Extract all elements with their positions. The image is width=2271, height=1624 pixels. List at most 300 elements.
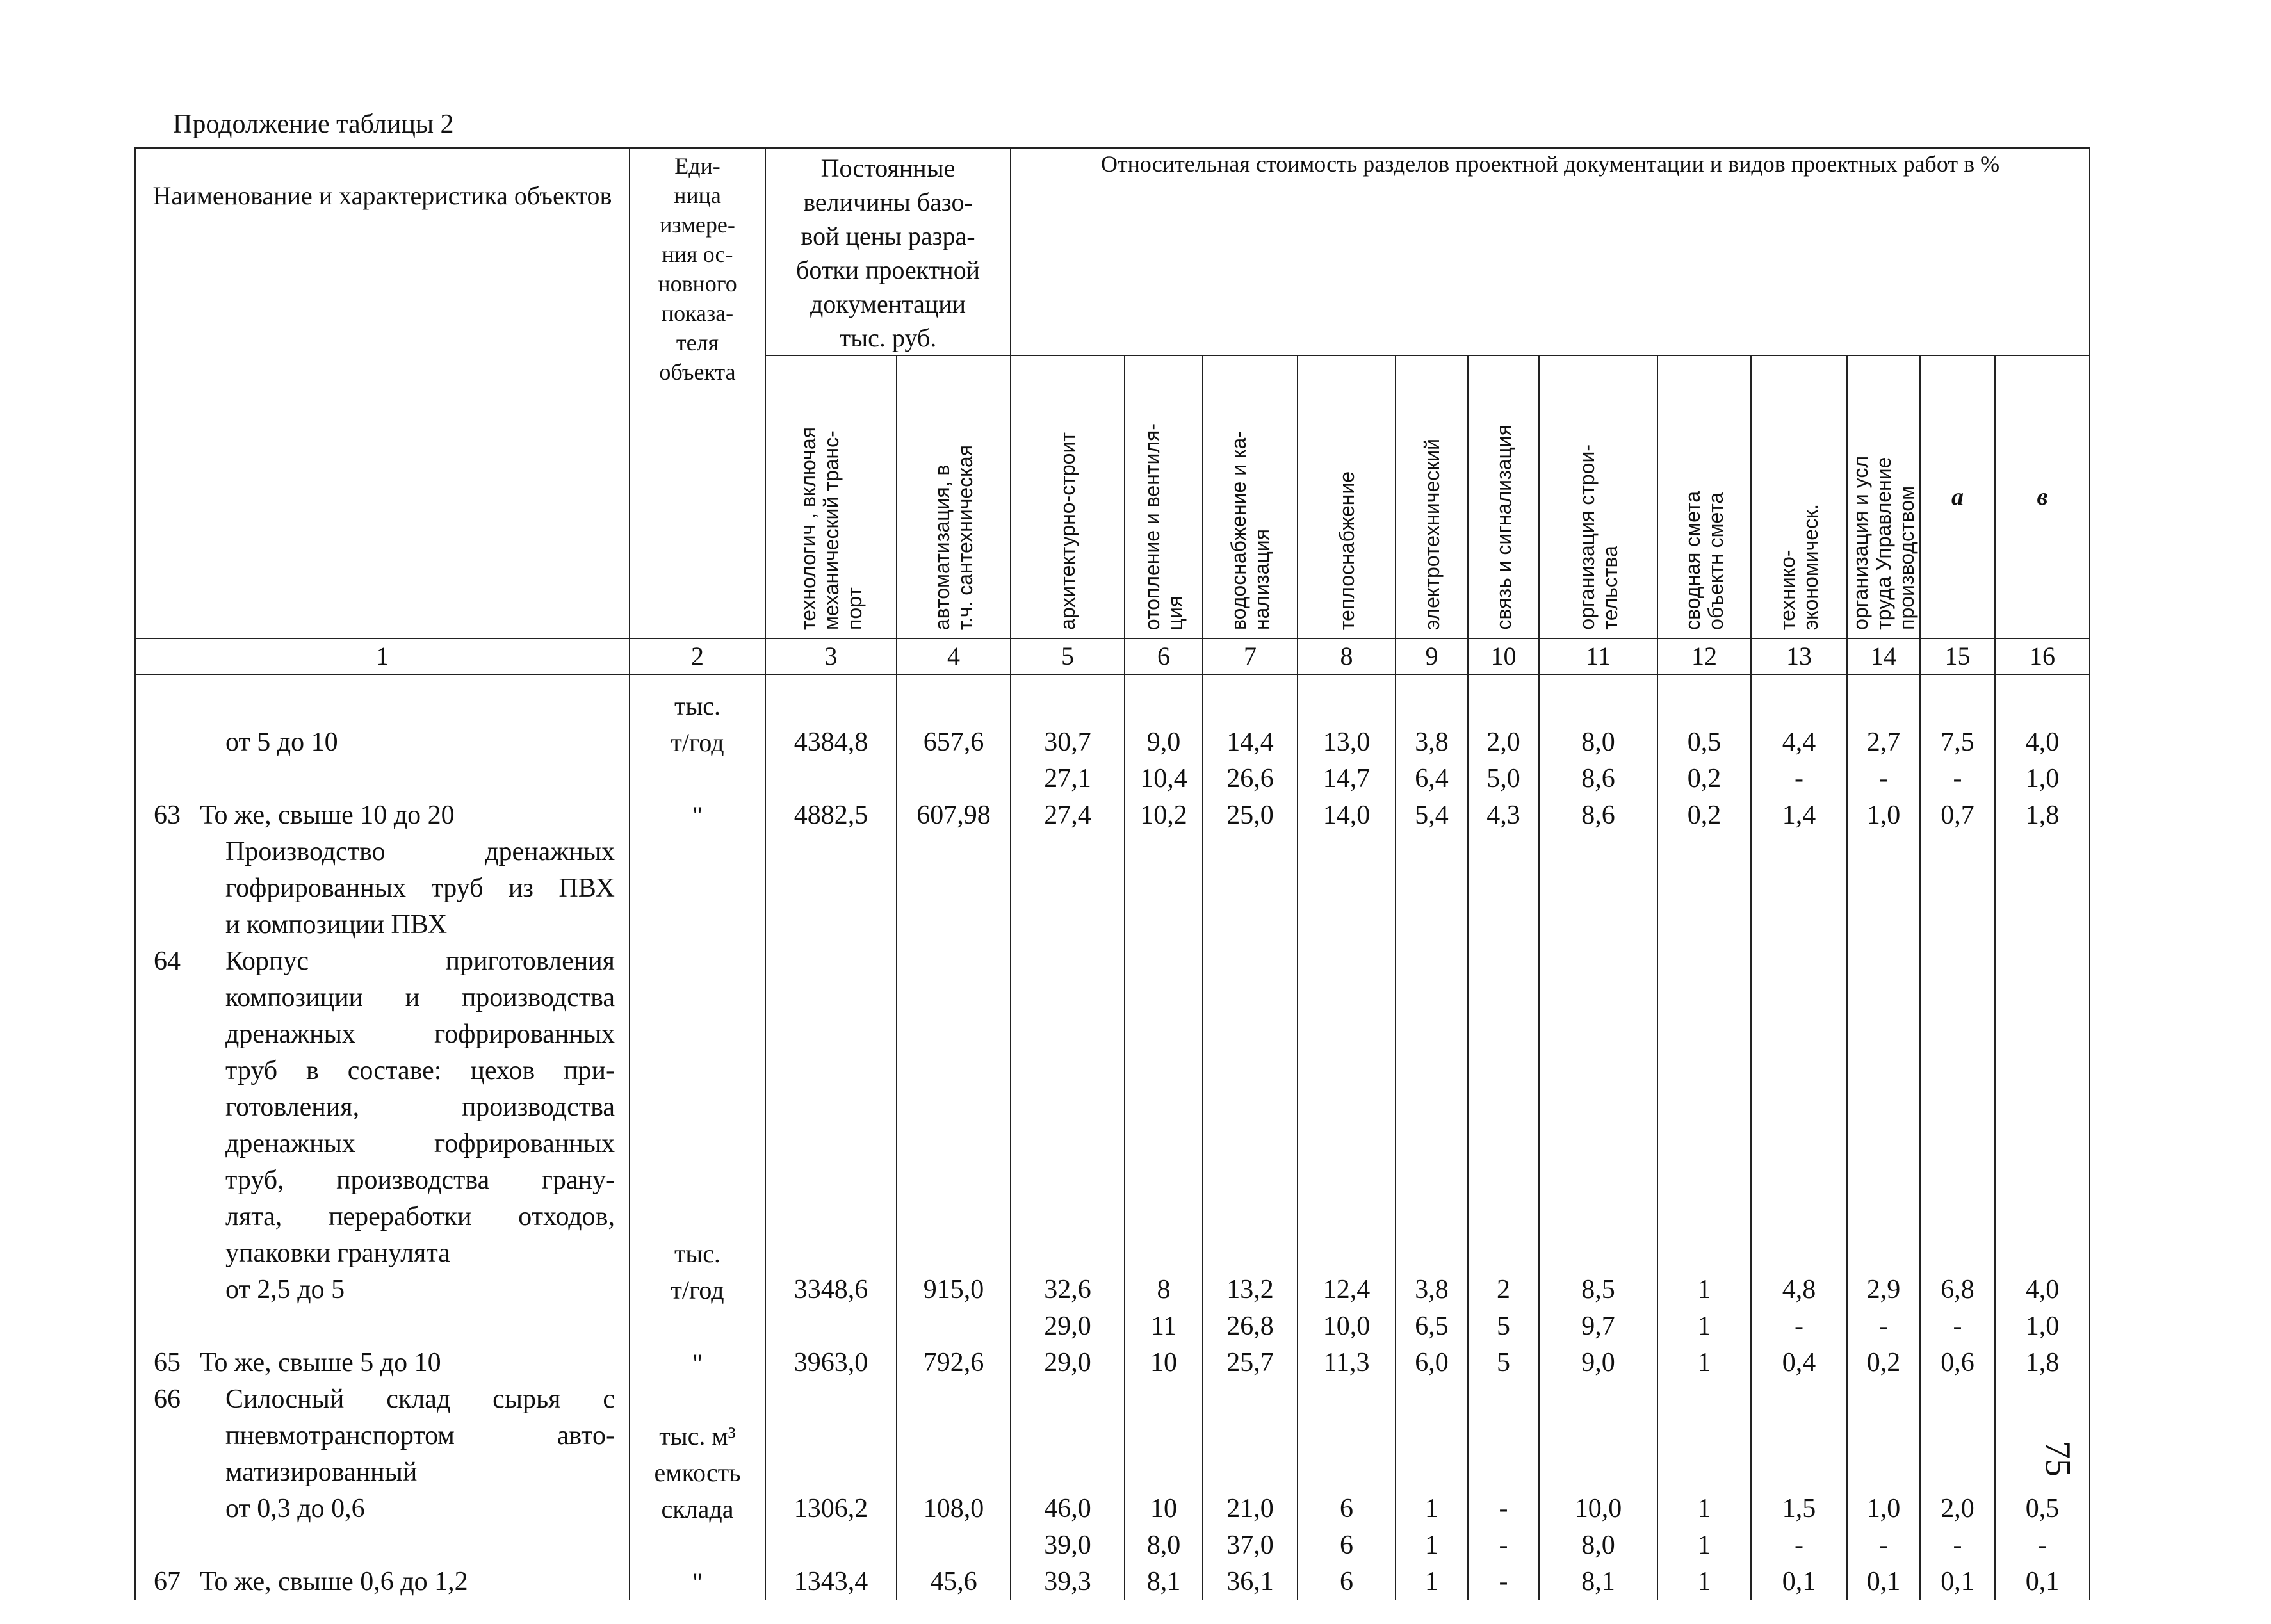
value-cell [1751,980,1847,1016]
value-cell [1011,1381,1125,1418]
header-relative-cost: Относительная стоимость разделов проектной документации и видов проектных работ в % [1011,148,2090,355]
value-cell: 3,8 [1396,1272,1468,1308]
table-row [135,834,2090,870]
value-cell: - [1468,1527,1539,1564]
table-row [135,1272,2090,1308]
value-cell: 3,8 [1396,724,1468,761]
value-cell [1125,1199,1203,1235]
object-description: упаковки гранулята [225,1238,450,1268]
value-cell [1203,674,1298,724]
header-a: а [1920,355,1995,638]
value-cell: 1 [1657,1345,1751,1381]
object-description: пневмотранспортом авто- [225,1421,615,1450]
value-cell: 0,6 [1920,1345,1995,1381]
value-cell [1847,1454,1920,1491]
object-name: То же, свыше 10 до 20 [200,800,455,830]
value-cell: 1 [1657,1308,1751,1345]
value-cell: 1,4 [1751,797,1847,834]
unit-cell: склада [630,1491,765,1527]
unit-cell: " [630,1564,765,1600]
object-name-cell [135,1235,630,1272]
header-col-9: водоснабжение и ка- нализация [1203,355,1298,638]
value-cell [1920,1199,1995,1235]
value-cell: 8,0 [1539,724,1657,761]
value-cell [1751,1089,1847,1126]
column-number: 8 [1298,638,1396,674]
value-cell [1751,674,1847,724]
value-cell [1920,674,1995,724]
column-number: 15 [1920,638,1995,674]
value-cell: 12,4 [1298,1272,1396,1308]
object-name-cell [135,943,630,980]
value-cell: 14,0 [1298,797,1396,834]
value-cell [1847,834,1920,870]
object-name-cell [135,1418,630,1454]
value-cell: 1 [1657,1272,1751,1308]
object-name-cell [135,724,630,761]
table-row [135,1564,2090,1600]
value-cell [1995,1199,2090,1235]
value-cell [1011,1199,1125,1235]
column-number: 10 [1468,638,1539,674]
unit-cell [630,980,765,1016]
value-cell [765,943,897,980]
value-cell [1751,943,1847,980]
header-col-12: связь и сигнализация [1468,355,1539,638]
value-cell [897,1199,1011,1235]
cost-table [134,147,2090,1600]
value-cell [1125,834,1203,870]
value-cell [1539,1053,1657,1089]
value-cell [1847,1016,1920,1053]
value-cell [1125,674,1203,724]
value-cell: 10,2 [1125,797,1203,834]
object-name-cell [135,907,630,943]
value-cell [897,1527,1011,1564]
value-cell: 8,6 [1539,797,1657,834]
value-cell: 8,0 [1539,1527,1657,1564]
value-cell: - [1468,1491,1539,1527]
object-name-cell [135,1016,630,1053]
table-row [135,870,2090,907]
value-cell [897,870,1011,907]
value-cell [1995,980,2090,1016]
value-cell [1125,1235,1203,1272]
value-cell [1298,1089,1396,1126]
table-row [135,980,2090,1016]
value-cell: 6,8 [1920,1272,1995,1308]
unit-cell [630,870,765,907]
value-cell: 29,0 [1011,1308,1125,1345]
value-cell: 10,4 [1125,761,1203,797]
value-cell [1396,907,1468,943]
value-cell [1468,980,1539,1016]
value-cell: 1,0 [1995,1308,2090,1345]
value-cell [1657,943,1751,980]
value-cell [1751,870,1847,907]
header-unit: Еди- ница измере- ния ос- новного показа- теля объекта [630,148,765,638]
value-cell: 8 [1125,1272,1203,1308]
value-cell [765,834,897,870]
value-cell [765,761,897,797]
value-cell [897,1308,1011,1345]
value-cell [1539,674,1657,724]
value-cell [1125,1089,1203,1126]
value-cell: 1 [1396,1491,1468,1527]
value-cell [1847,1162,1920,1199]
value-cell: 1343,4 [765,1564,897,1600]
value-cell [1847,1381,1920,1418]
value-cell [1298,907,1396,943]
value-cell: 8,1 [1539,1564,1657,1600]
value-cell: 46,0 [1011,1491,1125,1527]
value-cell [1751,1199,1847,1235]
value-cell [765,1016,897,1053]
table-row [135,907,2090,943]
value-cell: 2,0 [1920,1491,1995,1527]
object-name: от 2,5 до 5 [225,1275,345,1304]
value-cell [1995,1162,2090,1199]
table-row [135,1016,2090,1053]
value-cell [1847,1199,1920,1235]
value-cell [1847,870,1920,907]
value-cell [765,1308,897,1345]
header-col-11: электротехнический [1396,355,1468,638]
column-number: 13 [1751,638,1847,674]
value-cell: 607,98 [897,797,1011,834]
value-cell: 9,7 [1539,1308,1657,1345]
object-name-cell [135,1564,630,1600]
value-cell: 3963,0 [765,1345,897,1381]
value-cell [1539,1199,1657,1235]
value-cell [897,1016,1011,1053]
unit-cell: емкость [630,1454,765,1491]
value-cell: 11,3 [1298,1345,1396,1381]
value-cell [1203,1053,1298,1089]
unit-cell: т/год [630,724,765,761]
table-row [135,1418,2090,1454]
unit-cell: тыс. м³ [630,1418,765,1454]
unit-cell [630,907,765,943]
value-cell [1657,1089,1751,1126]
value-cell [1751,1126,1847,1162]
object-name-cell [135,761,630,797]
value-cell [1920,870,1995,907]
column-number: 1 [135,638,630,674]
value-cell [1847,1089,1920,1126]
object-description: готовления, производства [225,1092,615,1122]
header-col-14: сводная смета объектн смета [1657,355,1751,638]
value-cell: 37,0 [1203,1527,1298,1564]
value-cell [1125,1016,1203,1053]
value-cell: 4,8 [1751,1272,1847,1308]
value-cell [1920,1016,1995,1053]
value-cell: - [1995,1527,2090,1564]
table-caption: Продолжение таблицы 2 [173,110,454,139]
object-description: труб в составе: цехов при- [225,1056,615,1085]
value-cell: 27,1 [1011,761,1125,797]
value-cell [1847,907,1920,943]
value-cell [1396,980,1468,1016]
table-row [135,1126,2090,1162]
value-cell [1298,1381,1396,1418]
value-cell: 11 [1125,1308,1203,1345]
value-cell [1995,1126,2090,1162]
value-cell [897,980,1011,1016]
value-cell [1539,1381,1657,1418]
value-cell [1468,943,1539,980]
value-cell [1468,1418,1539,1454]
value-cell [765,1527,897,1564]
unit-cell [630,1053,765,1089]
value-cell [1657,1418,1751,1454]
value-cell [1203,1162,1298,1199]
header-col-10: теплоснабжение [1298,355,1396,638]
value-cell [897,674,1011,724]
value-cell [1539,1235,1657,1272]
value-cell: 29,0 [1011,1345,1125,1381]
value-cell [1468,1199,1539,1235]
value-cell [1011,1016,1125,1053]
value-cell [1539,943,1657,980]
value-cell [1298,674,1396,724]
value-cell [1125,870,1203,907]
value-cell: 6 [1298,1564,1396,1600]
value-cell: 1,5 [1751,1491,1847,1527]
value-cell [765,1454,897,1491]
value-cell [1468,1126,1539,1162]
value-cell: 27,4 [1011,797,1125,834]
value-cell [1657,980,1751,1016]
value-cell [1657,1162,1751,1199]
value-cell [1396,834,1468,870]
header-const: Постоянные величины базо- вой цены разра- ботки проектной документации тыс. руб. [765,148,1011,355]
value-cell: 4384,8 [765,724,897,761]
value-cell [897,1053,1011,1089]
column-number: 16 [1995,638,2090,674]
value-cell [1298,1418,1396,1454]
value-cell [1995,1016,2090,1053]
value-cell [1011,1235,1125,1272]
value-cell [897,1089,1011,1126]
value-cell [1657,1381,1751,1418]
unit-cell [630,1527,765,1564]
object-name-cell [135,1053,630,1089]
value-cell [1995,943,2090,980]
value-cell: 5,0 [1468,761,1539,797]
value-cell [1539,907,1657,943]
value-cell: 21,0 [1203,1491,1298,1527]
value-cell: - [1920,1308,1995,1345]
value-cell [1920,980,1995,1016]
object-description: лята, переработки отходов, [225,1202,615,1231]
unit-cell [630,1089,765,1126]
value-cell: 30,7 [1011,724,1125,761]
value-cell [1125,1454,1203,1491]
value-cell [1011,1418,1125,1454]
value-cell: 4882,5 [765,797,897,834]
unit-cell [630,1199,765,1235]
value-cell [1203,1016,1298,1053]
object-name-cell [135,1089,630,1126]
value-cell [1995,1235,2090,1272]
value-cell [1995,870,2090,907]
object-description: Корпус приготовления [225,946,615,976]
value-cell [897,907,1011,943]
header-col-13: организация строи- тельства [1539,355,1657,638]
value-cell: 4,0 [1995,724,2090,761]
value-cell [1298,834,1396,870]
value-cell: 1,0 [1847,797,1920,834]
value-cell [1396,1089,1468,1126]
value-cell [1125,1418,1203,1454]
table-row [135,1308,2090,1345]
value-cell [1657,834,1751,870]
header-col-15: технико- экономическ. [1751,355,1847,638]
value-cell [1657,1235,1751,1272]
value-cell [1203,1089,1298,1126]
value-cell [765,980,897,1016]
row-number: 65 [154,1348,181,1377]
column-number: 14 [1847,638,1920,674]
value-cell [1298,1235,1396,1272]
value-cell: 0,5 [1657,724,1751,761]
table-row [135,761,2090,797]
value-cell: - [1847,761,1920,797]
unit-cell: тыс. [630,674,765,724]
value-cell: 10 [1125,1345,1203,1381]
value-cell [1751,1235,1847,1272]
table-row [135,797,2090,834]
unit-cell [630,1016,765,1053]
value-cell: 7,5 [1920,724,1995,761]
object-name-cell [135,1308,630,1345]
value-cell [1920,1418,1995,1454]
column-number: 7 [1203,638,1298,674]
value-cell [765,907,897,943]
object-name-cell [135,980,630,1016]
unit-cell [630,1308,765,1345]
value-cell [765,1199,897,1235]
object-name: То же, свыше 5 до 10 [200,1348,441,1377]
value-cell: 39,0 [1011,1527,1125,1564]
value-cell: 26,6 [1203,761,1298,797]
object-description: Производство дренажных [225,837,615,866]
value-cell [1298,870,1396,907]
value-cell: 4,0 [1995,1272,2090,1308]
value-cell [1203,1126,1298,1162]
value-cell [1298,943,1396,980]
object-description: дренажных гофрированных [225,1129,615,1158]
value-cell: 8,1 [1125,1564,1203,1600]
object-name-cell [135,1126,630,1162]
value-cell [1125,1053,1203,1089]
column-numbers-row [135,638,2090,674]
value-cell: 25,7 [1203,1345,1298,1381]
value-cell [1203,1235,1298,1272]
value-cell [1468,907,1539,943]
value-cell [765,1162,897,1199]
value-cell: 2,0 [1468,724,1539,761]
value-cell [1396,870,1468,907]
value-cell [1847,1053,1920,1089]
object-name-cell [135,1272,630,1308]
value-cell: 39,3 [1011,1564,1125,1600]
value-cell [1203,870,1298,907]
header-col-8: отопление и вентиля- ция [1125,355,1203,638]
column-number: 12 [1657,638,1751,674]
value-cell: 6,5 [1396,1308,1468,1345]
value-cell [1539,870,1657,907]
object-name-cell [135,674,630,724]
object-name-cell [135,1454,630,1491]
value-cell: - [1751,761,1847,797]
page-number: 75 [2038,1441,2078,1477]
table-row [135,1381,2090,1418]
value-cell [1847,1418,1920,1454]
value-cell [1125,943,1203,980]
unit-cell [630,1162,765,1199]
value-cell [1920,1235,1995,1272]
value-cell [1468,1454,1539,1491]
value-cell [1203,834,1298,870]
value-cell: - [1847,1527,1920,1564]
value-cell: 10,0 [1298,1308,1396,1345]
value-cell [1657,1199,1751,1235]
value-cell [1203,907,1298,943]
value-cell: 0,4 [1751,1345,1847,1381]
object-description: гофрированных труб из ПВХ [225,873,615,903]
value-cell: 0,2 [1657,761,1751,797]
row-number: 67 [154,1567,181,1596]
value-cell: 8,0 [1125,1527,1203,1564]
value-cell [765,1089,897,1126]
object-name-cell [135,1162,630,1199]
value-cell: 0,1 [1995,1564,2090,1600]
value-cell: 108,0 [897,1491,1011,1527]
value-cell [765,1381,897,1418]
value-cell [1011,943,1125,980]
value-cell: 1 [1657,1527,1751,1564]
value-cell: 6,0 [1396,1345,1468,1381]
value-cell [1468,1381,1539,1418]
value-cell [1920,907,1995,943]
value-cell: - [1847,1308,1920,1345]
value-cell [1657,1126,1751,1162]
header-b: в [1995,355,2090,638]
value-cell [897,834,1011,870]
value-cell [1011,1126,1125,1162]
value-cell: 36,1 [1203,1564,1298,1600]
object-name-cell [135,1345,630,1381]
value-cell: - [1751,1527,1847,1564]
object-name: То же, свыше 0,6 до 1,2 [200,1567,468,1596]
value-cell [1011,834,1125,870]
value-cell: 1 [1657,1491,1751,1527]
value-cell [1539,1126,1657,1162]
unit-cell: тыс. [630,1235,765,1272]
value-cell: 14,4 [1203,724,1298,761]
value-cell [1920,1126,1995,1162]
value-cell: 6,4 [1396,761,1468,797]
value-cell: 13,0 [1298,724,1396,761]
object-description: матизированный [225,1458,418,1487]
table-row [135,1235,2090,1272]
value-cell: 32,6 [1011,1272,1125,1308]
value-cell [1396,943,1468,980]
header-col-5: технологич , включая механический транс- порт [765,355,897,638]
value-cell: 0,5 [1995,1491,2090,1527]
